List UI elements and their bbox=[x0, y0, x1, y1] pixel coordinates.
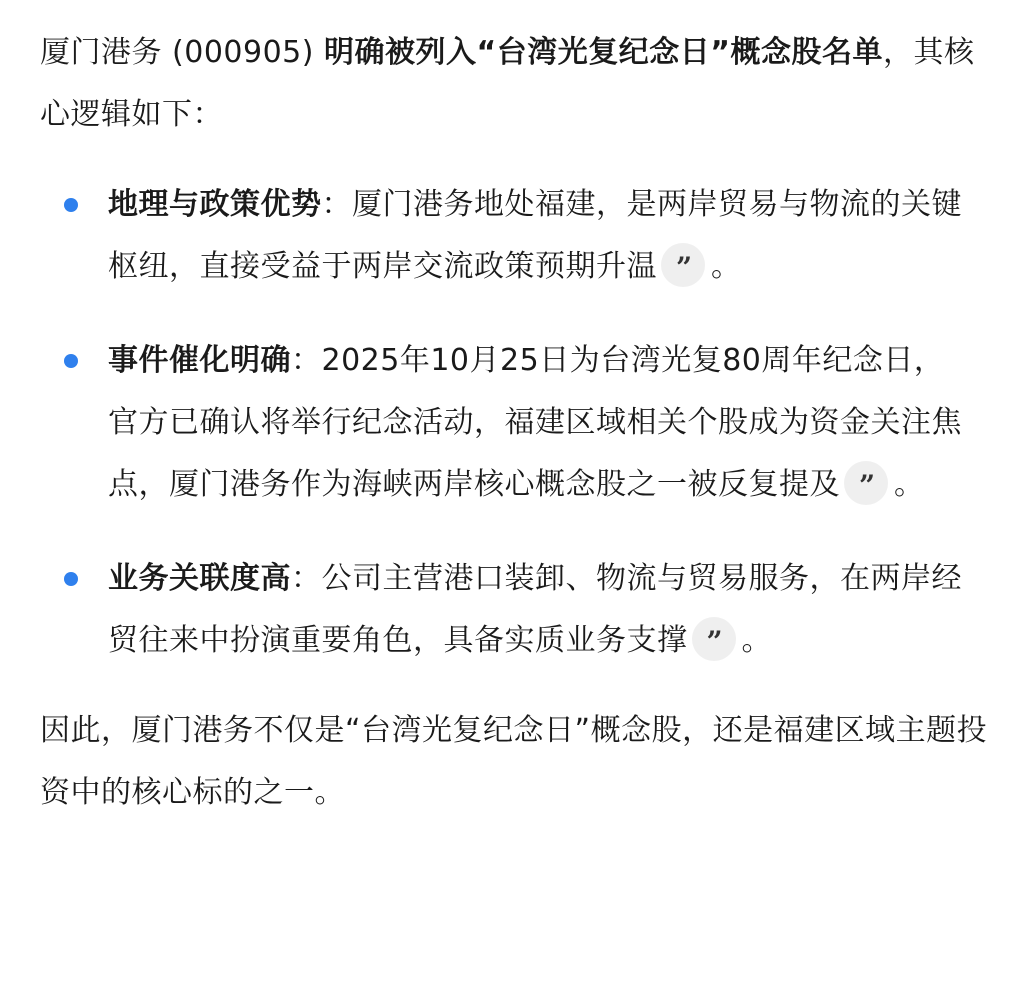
point-text: ：2025年10月25日为台湾光复80周年纪念日，官方已确认将举行纪念活动，福建区域相关个股成为资金关注焦点，厦门港务作为海峡两岸核心概念股之一被反复提及 bbox=[108, 343, 962, 502]
conclusion-paragraph: 因此，厦门港务不仅是“台湾光复纪念日”概念股，还是福建区域主题投资中的核心标的之一。 bbox=[40, 713, 988, 810]
list-item bbox=[40, 330, 968, 516]
point-end: 。 bbox=[894, 467, 925, 502]
point-title: 地理与政策优势 bbox=[108, 187, 322, 222]
reason-list bbox=[40, 174, 984, 672]
quote-citation-icon[interactable]: ” bbox=[692, 617, 736, 661]
bullet-dot-icon bbox=[64, 198, 78, 212]
list-item bbox=[40, 174, 968, 298]
bullet-dot-icon bbox=[64, 354, 78, 368]
point-end: 。 bbox=[711, 249, 742, 284]
point-text: ：厦门港务地处福建，是两岸贸易与物流的关键枢纽，直接受益于两岸交流政策预期升温 bbox=[108, 187, 962, 284]
point-text: ：公司主营港口装卸、物流与贸易服务，在两岸经贸往来中扮演重要角色，具备实质业务支撑 bbox=[108, 561, 962, 658]
quote-citation-icon[interactable]: ” bbox=[661, 243, 705, 287]
intro-bold-statement: 明确被列入“台湾光复纪念日”概念股名单 bbox=[324, 35, 883, 70]
list-item bbox=[40, 548, 968, 672]
point-title: 业务关联度高 bbox=[108, 561, 291, 596]
point-end: 。 bbox=[741, 623, 772, 658]
intro-stock-name: 厦门港务 (000905) bbox=[40, 35, 325, 70]
intro-paragraph bbox=[40, 22, 990, 146]
intro-tail: ，其核心逻辑如下： bbox=[40, 35, 975, 132]
point-title: 事件催化明确 bbox=[108, 343, 291, 378]
quote-citation-icon[interactable]: ” bbox=[844, 461, 888, 505]
bullet-dot-icon bbox=[64, 572, 78, 586]
